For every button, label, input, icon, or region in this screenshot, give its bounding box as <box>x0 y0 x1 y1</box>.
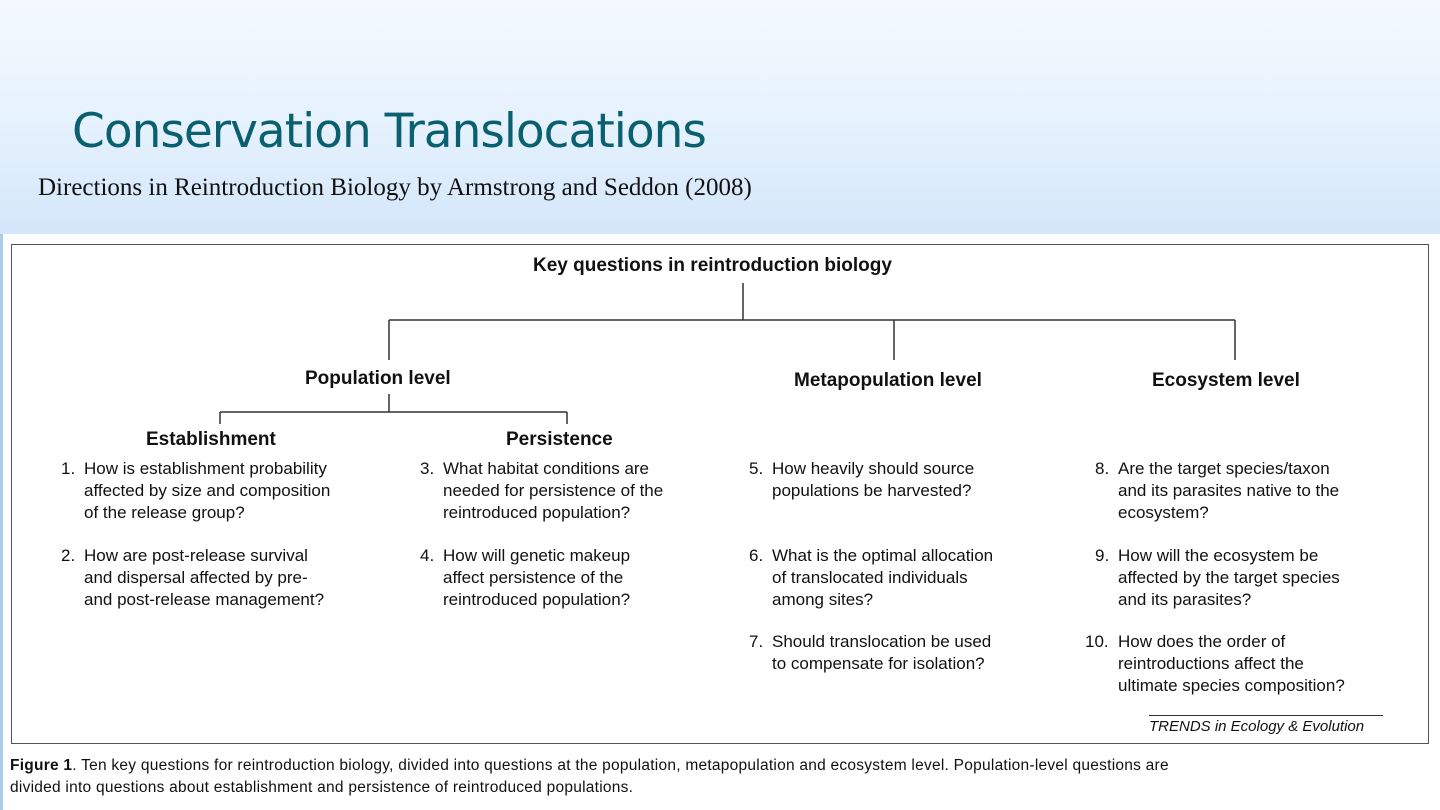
question-number: 7. <box>749 632 764 651</box>
caption-line-2: divided into questions about establishment and persistence of reintroduced populations. <box>10 779 634 796</box>
question-line: How are post-release survival <box>84 546 308 565</box>
question-line: affect persistence of the <box>443 568 624 587</box>
persistence-heading: Persistence <box>506 429 613 450</box>
question-number: 1. <box>61 459 76 478</box>
slide-title: Conservation Translocations <box>72 104 706 159</box>
question-line: among sites? <box>772 590 874 609</box>
question-number: 9. <box>1095 546 1110 565</box>
question-line: to compensate for isolation? <box>772 654 985 673</box>
metapopulation-level-heading: Metapopulation level <box>794 370 982 391</box>
question-line: ecosystem? <box>1118 503 1209 522</box>
question-line: populations be harvested? <box>772 481 972 500</box>
question-line: How does the order of <box>1118 632 1286 651</box>
question-number: 10. <box>1085 632 1109 651</box>
question-line: ultimate species composition? <box>1118 676 1345 695</box>
question-line: and post-release management? <box>84 590 325 609</box>
question-line: How heavily should source <box>772 459 975 478</box>
source-credit: TRENDS in Ecology & Evolution <box>1149 715 1383 735</box>
question-number: 4. <box>420 546 435 565</box>
question-line: and its parasites? <box>1118 590 1252 609</box>
question-line: Are the target species/taxon <box>1118 459 1330 478</box>
question-line: reintroductions affect the <box>1118 654 1304 673</box>
question-number: 6. <box>749 546 764 565</box>
diagram-root-title: Key questions in reintroduction biology <box>533 255 892 276</box>
question-line: affected by size and composition <box>84 481 331 500</box>
caption-line-1 <box>10 755 1432 777</box>
question-line: affected by the target species <box>1118 568 1340 587</box>
question-line: reintroduced population? <box>443 590 631 609</box>
caption-text: . Ten key questions for reintroduction biology, divided into questions at the population, metapopulation and ecosystem level. Population-level questions are <box>72 757 1169 774</box>
question-line: What habitat conditions are <box>443 459 650 478</box>
caption-label: Figure 1 <box>10 757 73 774</box>
question-line: and its parasites native to the <box>1118 481 1340 500</box>
question-line: How will genetic makeup <box>443 546 631 565</box>
question-line: How will the ecosystem be <box>1118 546 1319 565</box>
question-number: 3. <box>420 459 435 478</box>
question-line: needed for persistence of the <box>443 481 664 500</box>
question-number: 5. <box>749 459 764 478</box>
question-line: What is the optimal allocation <box>772 546 994 565</box>
question-number: 8. <box>1095 459 1110 478</box>
question-line: of translocated individuals <box>772 568 968 587</box>
question-line: How is establishment probability <box>84 459 327 478</box>
question-line: of the release group? <box>84 503 245 522</box>
question-line: and dispersal affected by pre- <box>84 568 308 587</box>
ecosystem-level-heading: Ecosystem level <box>1152 370 1300 391</box>
question-number: 2. <box>61 546 76 565</box>
question-line: Should translocation be used <box>772 632 992 651</box>
establishment-heading: Establishment <box>146 429 276 450</box>
question-line: reintroduced population? <box>443 503 631 522</box>
figure-caption <box>10 755 1432 799</box>
population-level-heading: Population level <box>305 368 451 389</box>
slide-subtitle: Directions in Reintroduction Biology by Armstrong and Seddon (2008) <box>38 174 752 201</box>
